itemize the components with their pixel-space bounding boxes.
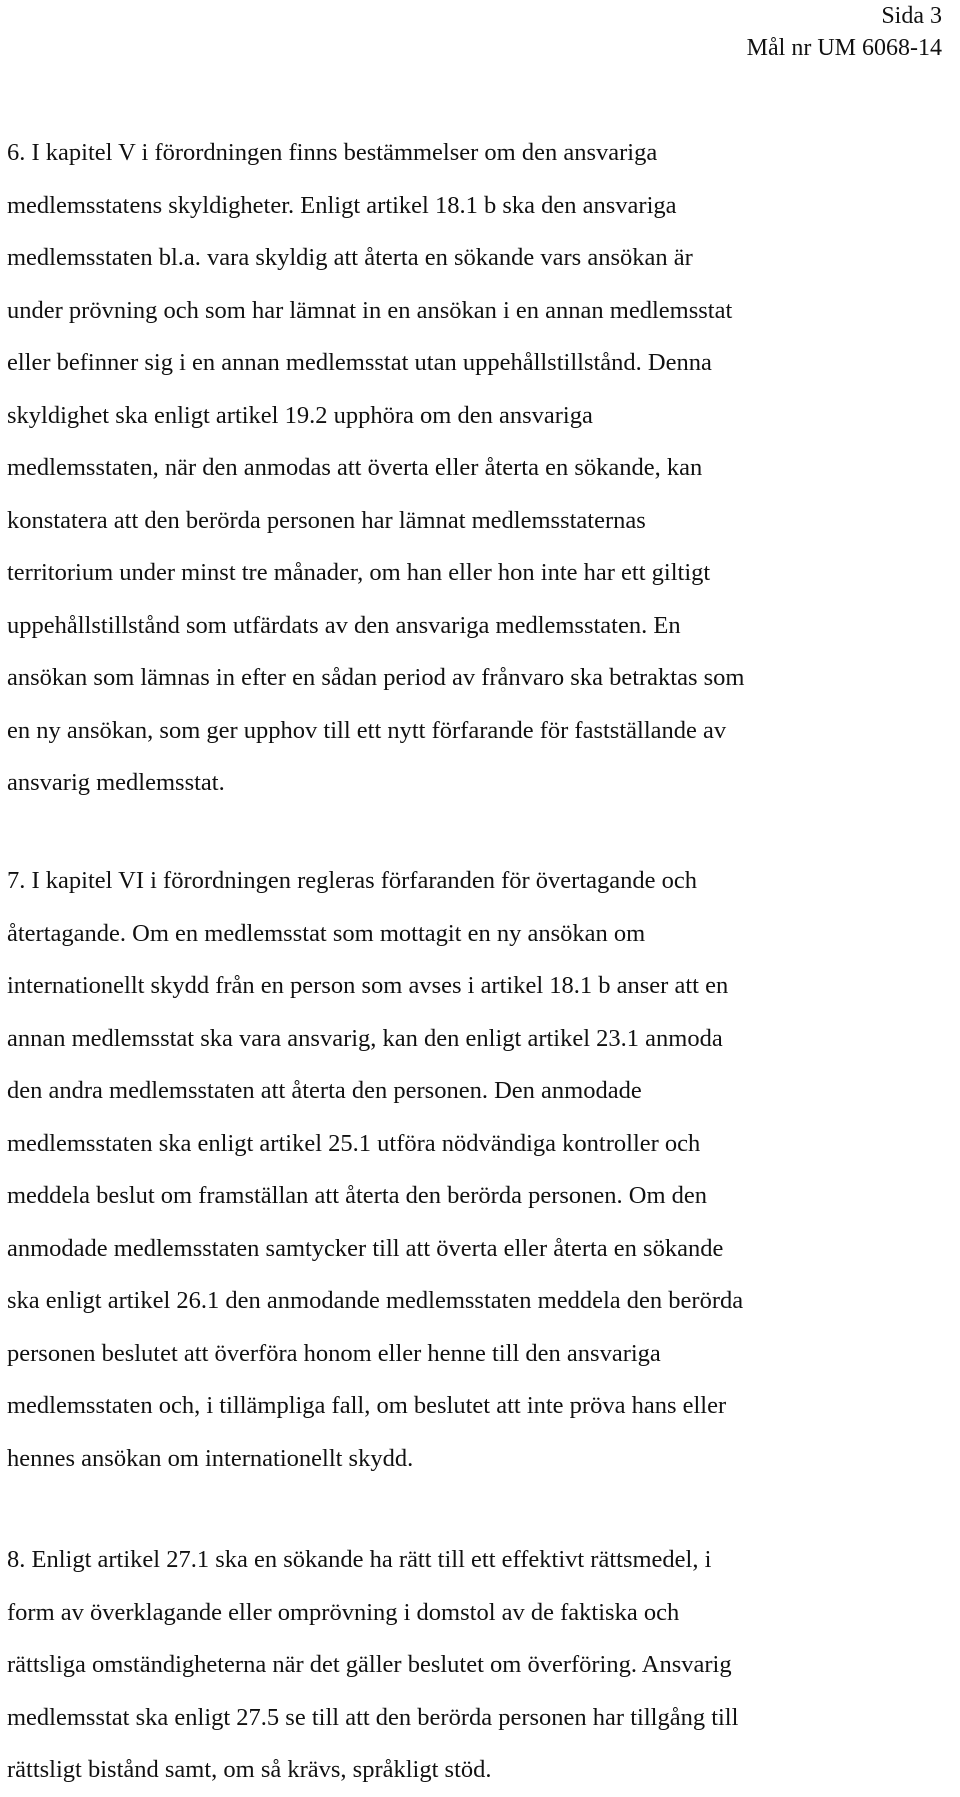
text-line: 7. I kapitel VI i förordningen regleras förfaranden för övertagande och (7, 867, 698, 894)
text-line: ansvarig medlemsstat. (7, 769, 225, 796)
text-line: medlemsstaten ska enligt artikel 25.1 utföra nödvändiga kontroller och (7, 1129, 701, 1157)
text-line: eller befinner sig i en annan medlemsstat utan uppehållstillstånd. Denna (7, 349, 712, 376)
text-line: återtagande. Om en medlemsstat som mottagit en ny ansökan om (7, 919, 646, 947)
text-line: skyldighet ska enligt artikel 19.2 upphöra om den ansvariga (7, 401, 593, 429)
text-line: medlemsstat ska enligt 27.5 se till att den berörda personen har tillgång till (7, 1703, 739, 1731)
text-line: annan medlemsstat ska vara ansvarig, kan den enligt artikel 23.1 anmoda (7, 1024, 723, 1052)
text-line: en ny ansökan, som ger upphov till ett nytt förfarande för fastställande av (7, 716, 727, 744)
text-line: territorium under minst tre månader, om han eller hon inte har ett giltigt (7, 559, 711, 586)
case-number: Mål nr UM 6068-14 (746, 35, 942, 61)
text-line: ansökan som lämnas in efter en sådan period av frånvaro ska betraktas som (7, 664, 745, 691)
page-number: Sida 3 (881, 3, 942, 29)
text-line: medlemsstatens skyldigheter. Enligt artikel 18.1 b ska den ansvariga (7, 191, 677, 219)
text-line: form av överklagande eller omprövning i domstol av de faktiska och (7, 1598, 680, 1626)
text-line: 8. Enligt artikel 27.1 ska en sökande ha rätt till ett effektivt rättsmedel, i (7, 1546, 712, 1573)
text-line: medlemsstaten, när den anmodas att överta eller återta en sökande, kan (7, 454, 703, 481)
text-line: ska enligt artikel 26.1 den anmodande medlemsstaten meddela den berörda (7, 1287, 744, 1314)
text-line: medlemsstaten bl.a. vara skyldig att återta en sökande vars ansökan är (7, 244, 693, 271)
text-line: internationellt skydd från en person som avses i artikel 18.1 b anser att en (7, 972, 729, 999)
paragraph-6 (7, 127, 947, 810)
text-line: den andra medlemsstaten att återta den personen. Den anmodade (7, 1077, 642, 1104)
paragraph-7 (7, 855, 947, 1485)
paragraph-8 (7, 1534, 947, 1797)
text-line: under prövning och som har lämnat in en ansökan i en annan medlemsstat (7, 296, 733, 324)
text-line: medlemsstaten och, i tillämpliga fall, om beslutet att inte pröva hans eller (7, 1392, 727, 1419)
text-line: uppehållstillstånd som utfärdats av den ansvariga medlemsstaten. En (7, 611, 681, 639)
text-line: meddela beslut om framställan att återta den berörda personen. Om den (7, 1182, 708, 1209)
text-line: personen beslutet att överföra honom eller henne till den ansvariga (7, 1339, 661, 1367)
text-line: hennes ansökan om internationellt skydd. (7, 1444, 414, 1472)
page-header (747, 0, 942, 64)
text-line: anmodade medlemsstaten samtycker till att överta eller återta en sökande (7, 1234, 724, 1262)
text-line: konstatera att den berörda personen har lämnat medlemsstaternas (7, 506, 646, 534)
text-line: 6. I kapitel V i förordningen finns bestämmelser om den ansvariga (7, 139, 658, 166)
text-line: rättsliga omständigheterna när det gäller beslutet om överföring. Ansvarig (7, 1651, 732, 1678)
text-line: rättsligt bistånd samt, om så krävs, språkligt stöd. (7, 1756, 492, 1783)
